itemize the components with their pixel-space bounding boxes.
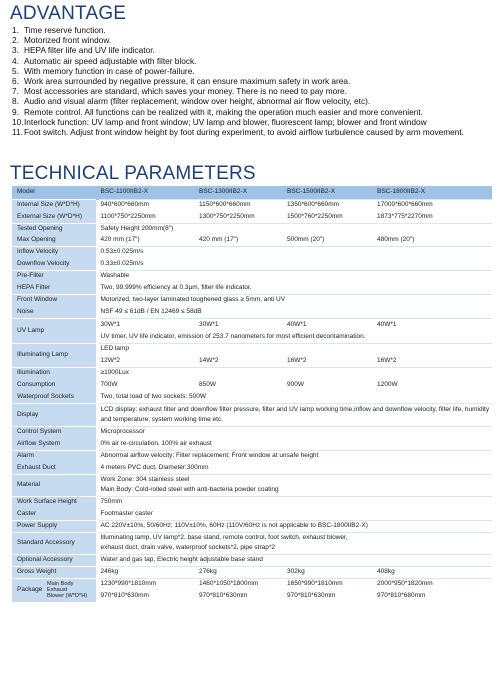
cell: 276kg [197,566,285,578]
row-label: Power Supply [12,520,97,532]
advantage-item [12,25,496,35]
cell: 1100*750*2250mm [100,212,156,220]
cell: 1460*1050*1800mm [197,578,285,590]
table-row [12,566,492,578]
table-row [12,532,492,543]
cell: AC 220V±10%, 50/60Hz; 110V±10%, 60Hz (110V/60Hz is not applicable to BSC-1800IIB2-X) [97,520,492,532]
cell: 14W*2 [199,356,219,364]
cell: Motorized, two-layer laminated toughened glass ≥ 5mm, anti UV [97,294,492,306]
table-row [12,258,492,270]
advantage-item-number: 10. [12,116,24,127]
cell: 970*810*630mm [287,592,336,599]
table-row [12,282,492,294]
header-col-2: BSC-1300IIB2-X [199,188,248,196]
row-label: Max Opening [12,234,97,246]
cell: 40W*1 [375,318,492,331]
cell: 12W*2 [100,356,121,364]
cell: 408kg [375,566,492,578]
table-row [12,450,492,462]
cell: Main Body: Cold-rolled steel with anti-bacteria powder coating [100,486,279,494]
table-header-row [12,186,492,199]
cell: Two, total load of two sockets: 500W [100,392,206,400]
cell: 970*810*630mm [100,592,149,599]
table-row [12,294,492,306]
row-label: Optional Accessory [12,554,97,566]
row-label: Noise [12,306,97,318]
package-label-cell [12,578,97,602]
advantage-item [12,107,496,117]
cell: 1350*600*660mm [285,199,375,211]
cell: 16W*2 [377,356,397,364]
cell: LED lamp [97,343,492,355]
cell: 700W [100,381,118,388]
cell: 1150*600*660mm [197,199,285,211]
row-label: Inflow Velocity [12,246,97,258]
table-row [12,474,492,485]
cell: 500mm (20") [287,235,325,243]
advantage-heading: ADVANTAGE [10,3,127,24]
table-row [12,578,492,590]
row-label: Work Surface Height [12,496,97,508]
cell: ≥1000Lux [97,367,492,379]
cell: 1200W [377,381,398,388]
row-label: Caster [12,508,97,520]
cell: Safety Height 200mm(8") [97,223,492,234]
table-row [12,462,492,474]
cell: 1300*750*2250mm [199,212,255,220]
advantage-item-number: 4. [12,55,19,66]
row-label: Illuminating Lamp [12,343,97,367]
table-row [12,199,492,211]
table-row [12,223,492,234]
cell: Work Zone: 304 stainless steel [97,474,492,485]
row-label: Alarm [12,450,97,462]
cell: 0% air re-circulation, 100% air exhaust [100,439,212,447]
header-col-1: BSC-1100IIB2-X [100,188,149,196]
cell: exhaust duct, drain valve, waterproof sockets*2, pipe strap*2 [100,544,276,552]
cell: 0.53±0.025m/s [97,246,492,258]
table-row [12,496,492,508]
advantage-item-number: 11. [12,127,23,138]
cell: 30W*1 [97,318,197,331]
advantage-item-text: Automatic air speed adjustable with filter block. [24,55,197,66]
advantage-item-text: Audio and visual alarm (filter replacement, window over height, abnormal air flow velocity, etc). [24,96,371,107]
row-label: Tested Opening [12,223,97,234]
advantage-item [12,56,496,66]
table-row [12,520,492,532]
row-label: Control System [12,426,97,438]
row-label: HEPA Filter [12,282,97,294]
row-label: UV Lamp [12,318,97,343]
advantage-item [12,76,496,86]
technical-parameters-table [12,186,492,602]
advantage-item [12,35,496,45]
table-row [12,391,492,403]
advantage-item-number: 7. [12,86,19,97]
table-row [12,426,492,438]
row-label: Illumination [12,367,97,379]
advantage-item [12,86,496,96]
table-row [12,318,492,331]
row-label: Front Window [12,294,97,306]
cell: 1873*775*2270mm [377,212,433,220]
row-label: Standard Accessory [12,532,97,554]
cell: 750mm [97,496,492,508]
cell: 17000*600*660mm [375,199,492,211]
advantage-item-number: 8. [12,96,19,107]
cell: 420 mm (17") [100,235,140,243]
cell: Water and gas tap, Electric height adjustable base stand [97,554,492,566]
cell: LCD display: exhaust filter and downflow filter pressure, filter and UV lamp working time,inflow and downflow velocity, filter life, humidity and temperature, system working time etc. [97,403,492,426]
advantage-item [12,127,496,137]
table-row [12,246,492,258]
advantage-list [12,25,496,137]
cell: 302kg [285,566,375,578]
cell: 970*810*630mm [199,592,248,599]
cell: 1650*990*1810mm [285,578,375,590]
row-label: Downflow Velocity [12,258,97,270]
table-row [12,508,492,520]
row-label: Waterproof Sockets [12,391,97,403]
cell: NSF 49 ≤ 61dB / EN 12469 ≤ 58dB [100,307,202,315]
cell: 16W*2 [287,356,307,364]
row-label: Pre-Filter [12,270,97,282]
cell: Footmaster caster [100,509,153,517]
advantage-item-text: HEPA filter life and UV life indicator. [24,45,155,56]
cell: 1230*990*1810mm [97,578,197,590]
table-row [12,306,492,318]
table-row [12,234,492,246]
advantage-item-text: With memory function in case of power-failure. [24,65,195,76]
cell: Abnormal airflow velocity; Filter replacement; Front window at unsafe height [97,450,492,462]
advantage-item-text: Work area surrounded by negative pressure, it can ensure maximum safety in work area. [24,76,351,87]
cell: 900W [287,381,304,388]
advantage-item [12,117,496,127]
row-label: Consumption [12,379,97,391]
row-label: Material [12,474,97,496]
table-row [12,367,492,379]
cell: 1500*760*2250mm [287,212,343,220]
cell: 40W*1 [285,318,375,331]
cell: 850W [199,381,216,388]
cell: 480mm (20") [377,235,415,243]
cell: 4 meters PVC duct, Diameter:300mm [100,463,209,471]
table-row [12,438,492,450]
row-label: Gross Weight [12,566,97,578]
table-row [12,403,492,426]
advantage-item-text: Time reserve function. [24,25,106,35]
table-row [12,211,492,223]
advantage-item-number: 9. [12,106,19,117]
advantage-item [12,45,496,55]
advantage-item-text: Remote control. All functions can be realized with it, making the operation much easier and more convenient. [24,106,423,117]
advantage-item-number: 6. [12,76,19,87]
cell: 2000*950*1820mm [375,578,492,590]
cell: 0.33±0.025m/s [100,259,144,267]
table-row [12,379,492,391]
table-row [12,343,492,355]
cell: 246kg [97,566,197,578]
cell: Washable [97,270,492,282]
advantage-item-number: 2. [12,35,19,46]
main-body-label: Main Body [47,580,74,587]
advantage-item-text: Foot switch. Adjust front window height by foot during experiment, to avoid airflow turbulence caused by arm movement. [24,127,464,138]
row-label: Airflow System [12,438,97,450]
package-sublabels [47,581,87,600]
advantage-item [12,96,496,106]
header-model: Model [12,186,97,199]
advantage-item [12,66,496,76]
advantage-item-text: Most accessories are standard, which saves your money. There is no need to pay more. [24,86,347,97]
row-label: External Size (W*D*H) [12,211,97,223]
cell: 940*600*660mm [97,199,197,211]
cell: UV timer, UV life indicator, emission of 253.7 nanometers for most efficient decontamination. [100,332,366,340]
advantage-item-text: Motorized front window. [24,35,112,46]
cell: Two, 99.999% efficiency at 0.3µm, filter life indicator. [100,283,252,291]
blower-label: Blower (W*D*H) [47,593,88,600]
row-label: Exhaust Duct [12,462,97,474]
header-col-3: BSC-1500IIB2-X [287,188,336,196]
row-label: Package [17,586,43,594]
row-label: Internal Size (W*D*H) [12,199,97,211]
advantage-item-number: 3. [12,45,19,56]
table-row [12,554,492,566]
advantage-item-text: Interlock function: UV lamp and front window; UV lamp and blower, fluorescent lamp; blower and front window [24,116,427,127]
advantage-item-number: 5. [12,65,19,76]
technical-parameters-heading: TECHNICAL PARAMETERS [10,163,256,184]
advantage-item-number: 1. [12,25,19,35]
cell: Microprocessor [97,426,492,438]
row-label: Display [12,403,97,426]
cell: 970*810*680mm [377,592,426,599]
exhaust-label: Exhaust [47,587,68,594]
header-col-4: BSC-1800IIB2-X [377,188,426,196]
cell: Illuminating lamp, UV lamp*2, base stand, remote control, foot switch, exhaust blower, [97,532,492,543]
cell: 420 mm (17") [199,235,239,243]
table-row [12,270,492,282]
cell: 30W*1 [197,318,285,331]
